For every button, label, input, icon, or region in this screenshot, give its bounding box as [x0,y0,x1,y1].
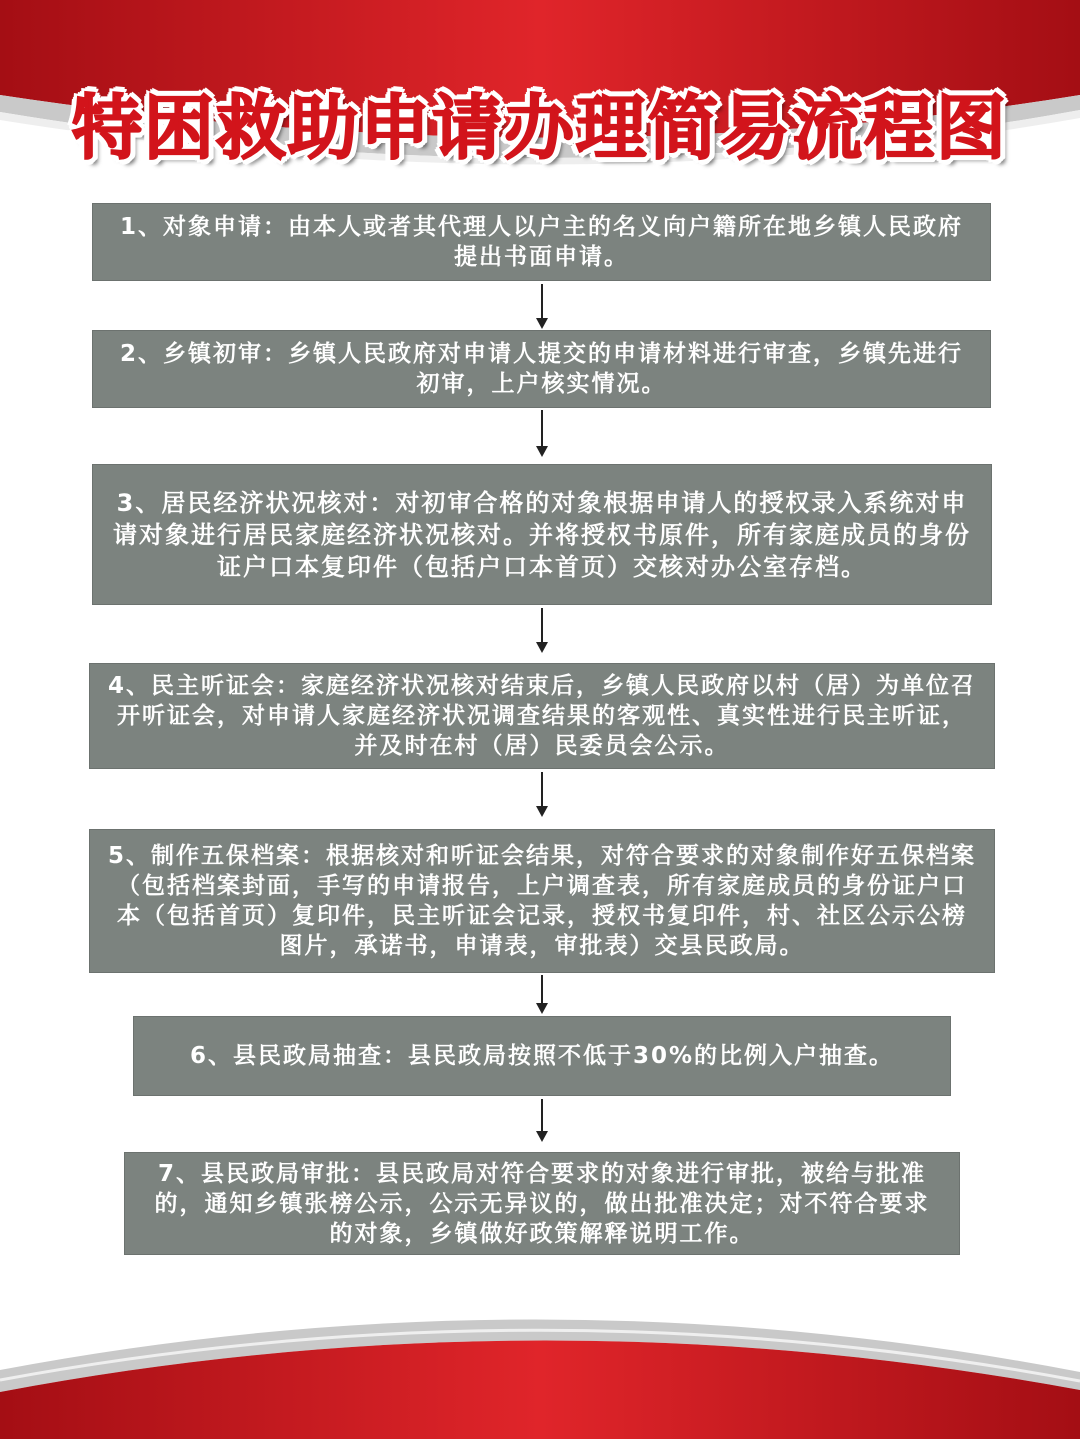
arrow-down-icon [532,284,552,330]
arrow-down-icon [532,608,552,654]
step-3-box [92,464,992,605]
step-2-box [92,330,991,408]
arrow-down-icon [532,1099,552,1143]
arrow-down-icon [532,975,552,1015]
step-2-text: 2、乡镇初审：乡镇人民政府对申请人提交的申请材料进行审查，乡镇先进行初审，上户核实情况。 [119,341,963,397]
step-3-text: 3、居民经济状况核对：对初审合格的对象根据申请人的授权录入系统对申请对象进行居民家庭经济状况核对。并将授权书原件，所有家庭成员的身份证户口本复印件（包括户口本首页）交核对办公室存档。 [113,488,971,581]
step-6-text: 6、县民政局抽查：县民政局按照不低于30%的比例入户抽查。 [189,1043,895,1069]
step-1-text: 1、对象申请：由本人或者其代理人以户主的名义向户籍所在地乡镇人民政府提出书面申请。 [119,214,963,270]
step-4-text: 4、民主听证会：家庭经济状况核对结束后，乡镇人民政府以村（居）为单位召开听证会，对申请人家庭经济状况调查结果的客观性、真实性进行民主听证，并及时在村（居）民委员会公示。 [108,673,977,759]
step-4-box [89,663,995,769]
step-1-box [92,203,991,281]
page-title: 特困救助申请办理简易流程图 [72,87,1008,169]
step-5-box [89,829,995,973]
step-5-text: 5、制作五保档案：根据核对和听证会结果，对符合要求的对象制作好五保档案（包括档案封面，手写的申请报告，上户调查表，所有家庭成员的身份证户口本（包括首页）复印件，民主听证会记录，授权书复印件，村、社区公示公榜图片，承诺书，申请表，审批表）交县民政局。 [108,843,977,959]
step-7-box [124,1152,960,1255]
step-7-text: 7、县民政局审批：县民政局对符合要求的对象进行审批，被给与批准的，通知乡镇张榜公示，公示无异议的，做出批准决定；对不符合要求的对象，乡镇做好政策解释说明工作。 [154,1160,930,1247]
arrow-down-icon [532,410,552,458]
arrow-down-icon [532,772,552,818]
step-6-box [133,1016,951,1096]
